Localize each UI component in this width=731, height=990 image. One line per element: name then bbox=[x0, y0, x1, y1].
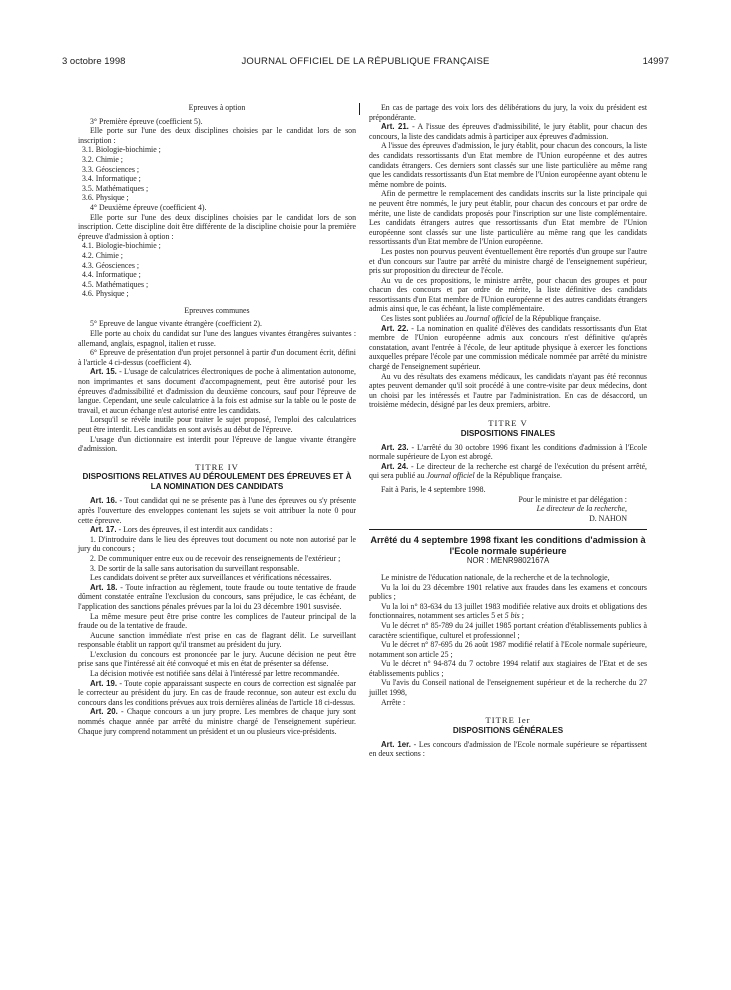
article-text: - A l'issue des épreuves d'admissibilité, le jury établit, pour chacun des concours, la liste des candidats admis à participer aux épreuves d'admission. bbox=[369, 122, 648, 141]
nor-reference: NOR : MENR9802167A bbox=[466, 556, 550, 566]
paragraph: 1. D'introduire dans le lieu des épreuves tout document ou note non autorisé par le jury du concours ; bbox=[78, 534, 356, 554]
paragraph: Le ministre de l'éducation nationale, de la recherche et de la technologie, bbox=[381, 572, 610, 582]
article-24 bbox=[369, 462, 647, 481]
heading-epreuves-option: Epreuves à option bbox=[188, 103, 246, 112]
arrete-label: Arrête : bbox=[381, 697, 406, 707]
paragraph: Afin de permettre le remplacement des candidats inscrits sur la liste principale qui ne peuvent être nommés, le jury peut établir, pour chacun des concours et par ordre de mérite, une liste de candidats proposés pour l'inscription sur une liste complémentaire. Les candidats étrangers autres que ressortissants d'un Etat membre de l'Union européenne sont classés sur une liste particulière au même rang que les candidats ressortissants d'un Etat membre de l'Union européenne. bbox=[369, 189, 647, 247]
heading-epreuves-communes: Epreuves communes bbox=[184, 305, 250, 315]
right-column bbox=[369, 103, 647, 759]
article-label: Art. 19. bbox=[90, 678, 118, 688]
list-item: 3.5. Mathématiques ; bbox=[82, 183, 149, 193]
article-18 bbox=[78, 583, 356, 612]
paragraph: 4° Deuxième épreuve (coefficient 4). bbox=[90, 202, 207, 212]
list-item: 3.4. Informatique ; bbox=[82, 174, 141, 184]
list-item: 4.4. Informatique ; bbox=[82, 270, 141, 280]
paragraph: Lorsqu'il se révèle inutile pour traiter le sujet proposé, l'emploi des calculatrices peut être interdit. Les candidats en sont avisés au début de l'épreuve. bbox=[78, 415, 356, 434]
list-item: 3.1. Biologie-biochimie ; bbox=[82, 145, 161, 155]
titre-i-subheading: DISPOSITIONS GÉNÉRALES bbox=[452, 725, 564, 735]
text: Ces listes sont publiées au bbox=[381, 314, 466, 324]
visa: Vu le décret n° 94-874 du 7 octobre 1994 relatif aux stagiaires de l'Etat et de ses établissements publics ; bbox=[369, 659, 647, 678]
text: de la République française. bbox=[513, 314, 601, 324]
titre-v-subheading: DISPOSITIONS FINALES bbox=[460, 428, 556, 438]
article-label: Art. 16. bbox=[90, 496, 118, 506]
visa bbox=[369, 602, 647, 621]
text: Vu la loi n° 83-634 du 13 juillet 1983 modifiée relative aux droits et obligations des fonctionnaires, notamment ses articles 5 et bbox=[369, 601, 647, 621]
paragraph: 3° Première épreuve (coefficient 5). bbox=[90, 116, 203, 126]
article-15 bbox=[78, 367, 356, 415]
paragraph: Les postes non pourvus peuvent éventuellement être reportés d'un groupe sur l'autre et d'un concours sur l'autre par arrêté du ministre chargé de l'enseignement supérieur, pris sur proposition du directeur de l'école. bbox=[369, 246, 647, 276]
list-item: 4.1. Biologie-biochimie ; bbox=[82, 241, 161, 251]
paragraph: Aucune sanction immédiate n'est prise en cas de flagrant délit. Le surveillant responsable établit un rapport qu'il transmet au président du jury. bbox=[78, 630, 356, 650]
page-header bbox=[0, 56, 731, 70]
article-text: - Chaque concours a un jury propre. Les membres de chaque jury sont nommés chaque année par arrêté du ministre chargé de l'enseignement supérieur. Chaque jury comprend notamment un président et un ou plusieurs vice-présidents. bbox=[78, 707, 356, 736]
paragraph: 3. De sortir de la salle sans autorisation du surveillant responsable. bbox=[90, 563, 300, 573]
article-20 bbox=[78, 707, 356, 736]
paragraph: La même mesure peut être prise contre les complices de l'auteur principal de la fraude ou de la tentative de fraude. bbox=[78, 611, 356, 631]
article-text: - L'usage de calculatrices électroniques de poche à alimentation autonome, non imprimantes et sans document d'accompagnement, peut être autorisé pour les épreuves d'admissibilité et d'admission du deuxième concours, sauf pour l'épreuve de langue. Cependant, une seule calculatrice à la fois est admise sur la table ou le poste de travail, et aucun échange n'est autorisé entre les candidats. bbox=[78, 367, 356, 415]
paragraph: 5° Epreuve de langue vivante étrangère (coefficient 2). bbox=[90, 319, 262, 329]
article-label: Art. 23. bbox=[381, 442, 409, 452]
paragraph: L'exclusion du concours est prononcée par le jury. Aucune décision ne peut être prise sans que l'intéressé ait été convoqué et mis en état de présenter sa défense. bbox=[78, 649, 356, 669]
paragraph: Au vu des résultats des examens médicaux, les candidats n'ayant pas été reconnus aptes peuvent demander qu'il soit procédé à une contre-visite par deux médecins, dont un choisi par les intéressés et l'autre par l'administration. En cas de désaccord, un troisième médecin, désigné par les deux premiers, arbitre. bbox=[369, 371, 647, 410]
article-19 bbox=[78, 679, 356, 708]
paragraph: Elle porte au choix du candidat sur l'une des langues vivantes étrangères suivantes : allemand, anglais, espagnol, italien et russe. bbox=[78, 329, 356, 348]
paragraph: L'usage d'un dictionnaire est interdit pour l'épreuve de langue vivante étrangère d'admission. bbox=[78, 434, 356, 454]
list-item: 4.6. Physique ; bbox=[82, 289, 129, 299]
article-22 bbox=[369, 324, 647, 372]
article-text: - Le directeur de la recherche est chargé de l'exécution du présent arrêté, qui sera publié au bbox=[369, 461, 648, 481]
visa: Vu l'avis du Conseil national de l'enseignement supérieur et de la recherche du 27 juillet 1998, bbox=[369, 678, 647, 698]
left-column bbox=[78, 103, 356, 736]
article-label: Art. 18. bbox=[90, 582, 118, 592]
signature-title: Le directeur de la recherche, bbox=[536, 504, 627, 514]
visa: Vu le décret n° 87-695 du 26 août 1987 modifié relatif à l'Ecole normale supérieure, notamment son article 25 ; bbox=[369, 640, 647, 659]
signature-line: Pour le ministre et par délégation : bbox=[518, 494, 627, 504]
article-label: Art. 21. bbox=[381, 122, 409, 132]
article-label: Art. 22. bbox=[381, 323, 409, 333]
visa: Vu le décret n° 85-789 du 24 juillet 1985 portant création d'établissements publics à caractère scientifique, culturel et professionnel ; bbox=[369, 620, 647, 640]
paragraph: Elle porte sur l'une des deux disciplines choisies par le candidat lors de son inscription. Cette discipline doit être différente de la discipline choisie pour la première épreuve d'admission à option : bbox=[78, 212, 356, 241]
paragraph: 2. De communiquer entre eux ou de recevoir des renseignements de l'extérieur ; bbox=[90, 553, 341, 563]
header-date: 3 octobre 1998 bbox=[62, 56, 126, 67]
article-21 bbox=[369, 122, 647, 141]
text-italic: 5 bis bbox=[504, 611, 520, 621]
journal-officiel-italic: Journal officiel bbox=[465, 314, 514, 324]
article-16 bbox=[78, 496, 356, 525]
article-text: - Les concours d'admission de l'Ecole normale supérieure se répartissent en deux sections : bbox=[369, 739, 647, 759]
arrete-title: Arrêté du 4 septembre 1998 fixant les conditions d'admission à l'Ecole normale supérieure bbox=[370, 535, 646, 556]
article-text: de la République française. bbox=[474, 471, 563, 481]
article-text: - Lors des épreuves, il est interdit aux candidats : bbox=[116, 525, 273, 535]
header-page-number: 14997 bbox=[642, 56, 669, 67]
paragraph bbox=[369, 314, 647, 324]
text: ; bbox=[519, 611, 524, 621]
titre-iv-subheading: DISPOSITIONS RELATIVES AU DÉROULEMENT DES ÉPREUVES ET À LA NOMINATION DES CANDIDATS bbox=[82, 472, 352, 492]
article-17 bbox=[78, 525, 356, 535]
article-text: - Toute infraction au règlement, toute fraude ou toute tentative de fraude dûment constatée entraîne l'exclusion du concours, sans préjudice, le cas échéant, de l'application des sanctions pénales prévues par la loi du 23 décembre 1901 susvisée. bbox=[78, 582, 356, 611]
paragraph: En cas de partage des voix lors des délibérations du jury, la voix du président est prépondérante. bbox=[369, 103, 647, 122]
article-text: - Tout candidat qui ne se présente pas à l'une des épreuves ou s'y présente après l'ouverture des enveloppes contenant les sujets se voit attribuer la note 0 pour cette épreuve. bbox=[78, 496, 357, 525]
paragraph: Au vu de ces propositions, le ministre arrête, pour chacun des groupes et pour chacun des concours et par ordre de mérite, la liste définitive des candidats ressortissants d'un Etat membre de l'Union européenne et des autres candidats étrangers admis ainsi que, le cas échéant, la liste complémentaire. bbox=[369, 275, 647, 314]
article-label: Art. 20. bbox=[90, 707, 118, 717]
paragraph: Elle porte sur l'une des deux disciplines choisies par le candidat lors de son inscription : bbox=[78, 126, 356, 145]
article-23 bbox=[369, 443, 647, 462]
list-item: 4.2. Chimie ; bbox=[82, 250, 123, 260]
section-rule bbox=[369, 529, 647, 530]
article-label: Art. 17. bbox=[90, 525, 117, 535]
signature-name: D. NAHON bbox=[589, 513, 627, 523]
paragraph: La décision motivée est notifiée sans délai à l'intéressé par lettre recommandée. bbox=[90, 669, 340, 679]
header-journal-title: JOURNAL OFFICIEL DE LA RÉPUBLIQUE FRANÇAISE bbox=[241, 56, 490, 67]
list-item: 4.5. Mathématiques ; bbox=[82, 279, 149, 289]
paragraph: Les candidats doivent se prêter aux surveillances et vérifications nécessaires. bbox=[90, 573, 332, 583]
article-1 bbox=[369, 740, 647, 759]
fait-a-paris: Fait à Paris, le 4 septembre 1998. bbox=[381, 484, 486, 494]
list-item: 4.3. Géosciences ; bbox=[82, 260, 140, 270]
article-label: Art. 1er. bbox=[381, 739, 411, 749]
visa: Vu la loi du 23 décembre 1901 relative aux fraudes dans les examens et concours publics ; bbox=[369, 582, 647, 602]
article-text: - Toute copie apparaissant suspecte en cours de correction est signalée par le correcteur au président du jury. En cas de fraude reconnue, son auteur est exclu du concours dans les conditions prévues aux trois dernières alinéas de l'article 18 ci-dessus. bbox=[78, 678, 357, 707]
column-divider bbox=[359, 103, 360, 115]
journal-officiel-italic: Journal officiel bbox=[426, 471, 475, 481]
list-item: 3.2. Chimie ; bbox=[82, 154, 123, 164]
list-item: 3.6. Physique ; bbox=[82, 193, 129, 203]
list-item: 3.3. Géosciences ; bbox=[82, 164, 140, 174]
titre-i-heading: TITRE Ier bbox=[485, 715, 531, 726]
paragraph: A l'issue des épreuves d'admission, le jury établit, pour chacun des concours, la liste des candidats ressortissants d'un Etat membre de l'Union européenne et des autres candidats étrangers. Ces derniers sont classés sur une liste particulière au même rang que les candidats ressortissants d'un Etat membre de l'Union européenne ayant obtenu le même nombre de points. bbox=[369, 141, 647, 189]
article-text: - La nomination en qualité d'élèves des candidats ressortissants d'un Etat membre de l'Union européenne admis aux concours n'est définitive qu'après constatation, avant l'entrée à l'école, de leur aptitude physique à exercer les fonctions auxquelles prépare l'école par une commission médicale nommée par arrêté du ministre chargé de l'enseignement supérieur. bbox=[369, 323, 647, 372]
paragraph: 6° Epreuve de présentation d'un projet personnel à partir d'un document écrit, défini à l'article 4 ci-dessus (coefficient 4). bbox=[78, 348, 356, 367]
article-label: Art. 24. bbox=[381, 461, 409, 471]
titre-iv-heading: TITRE IV bbox=[195, 461, 239, 472]
article-label: Art. 15. bbox=[90, 367, 117, 377]
article-text: - L'arrêté du 30 octobre 1996 fixant les conditions d'admission à l'Ecole normale supérieure de Lyon est abrogé. bbox=[369, 442, 648, 462]
titre-v-heading: TITRE V bbox=[488, 418, 528, 428]
